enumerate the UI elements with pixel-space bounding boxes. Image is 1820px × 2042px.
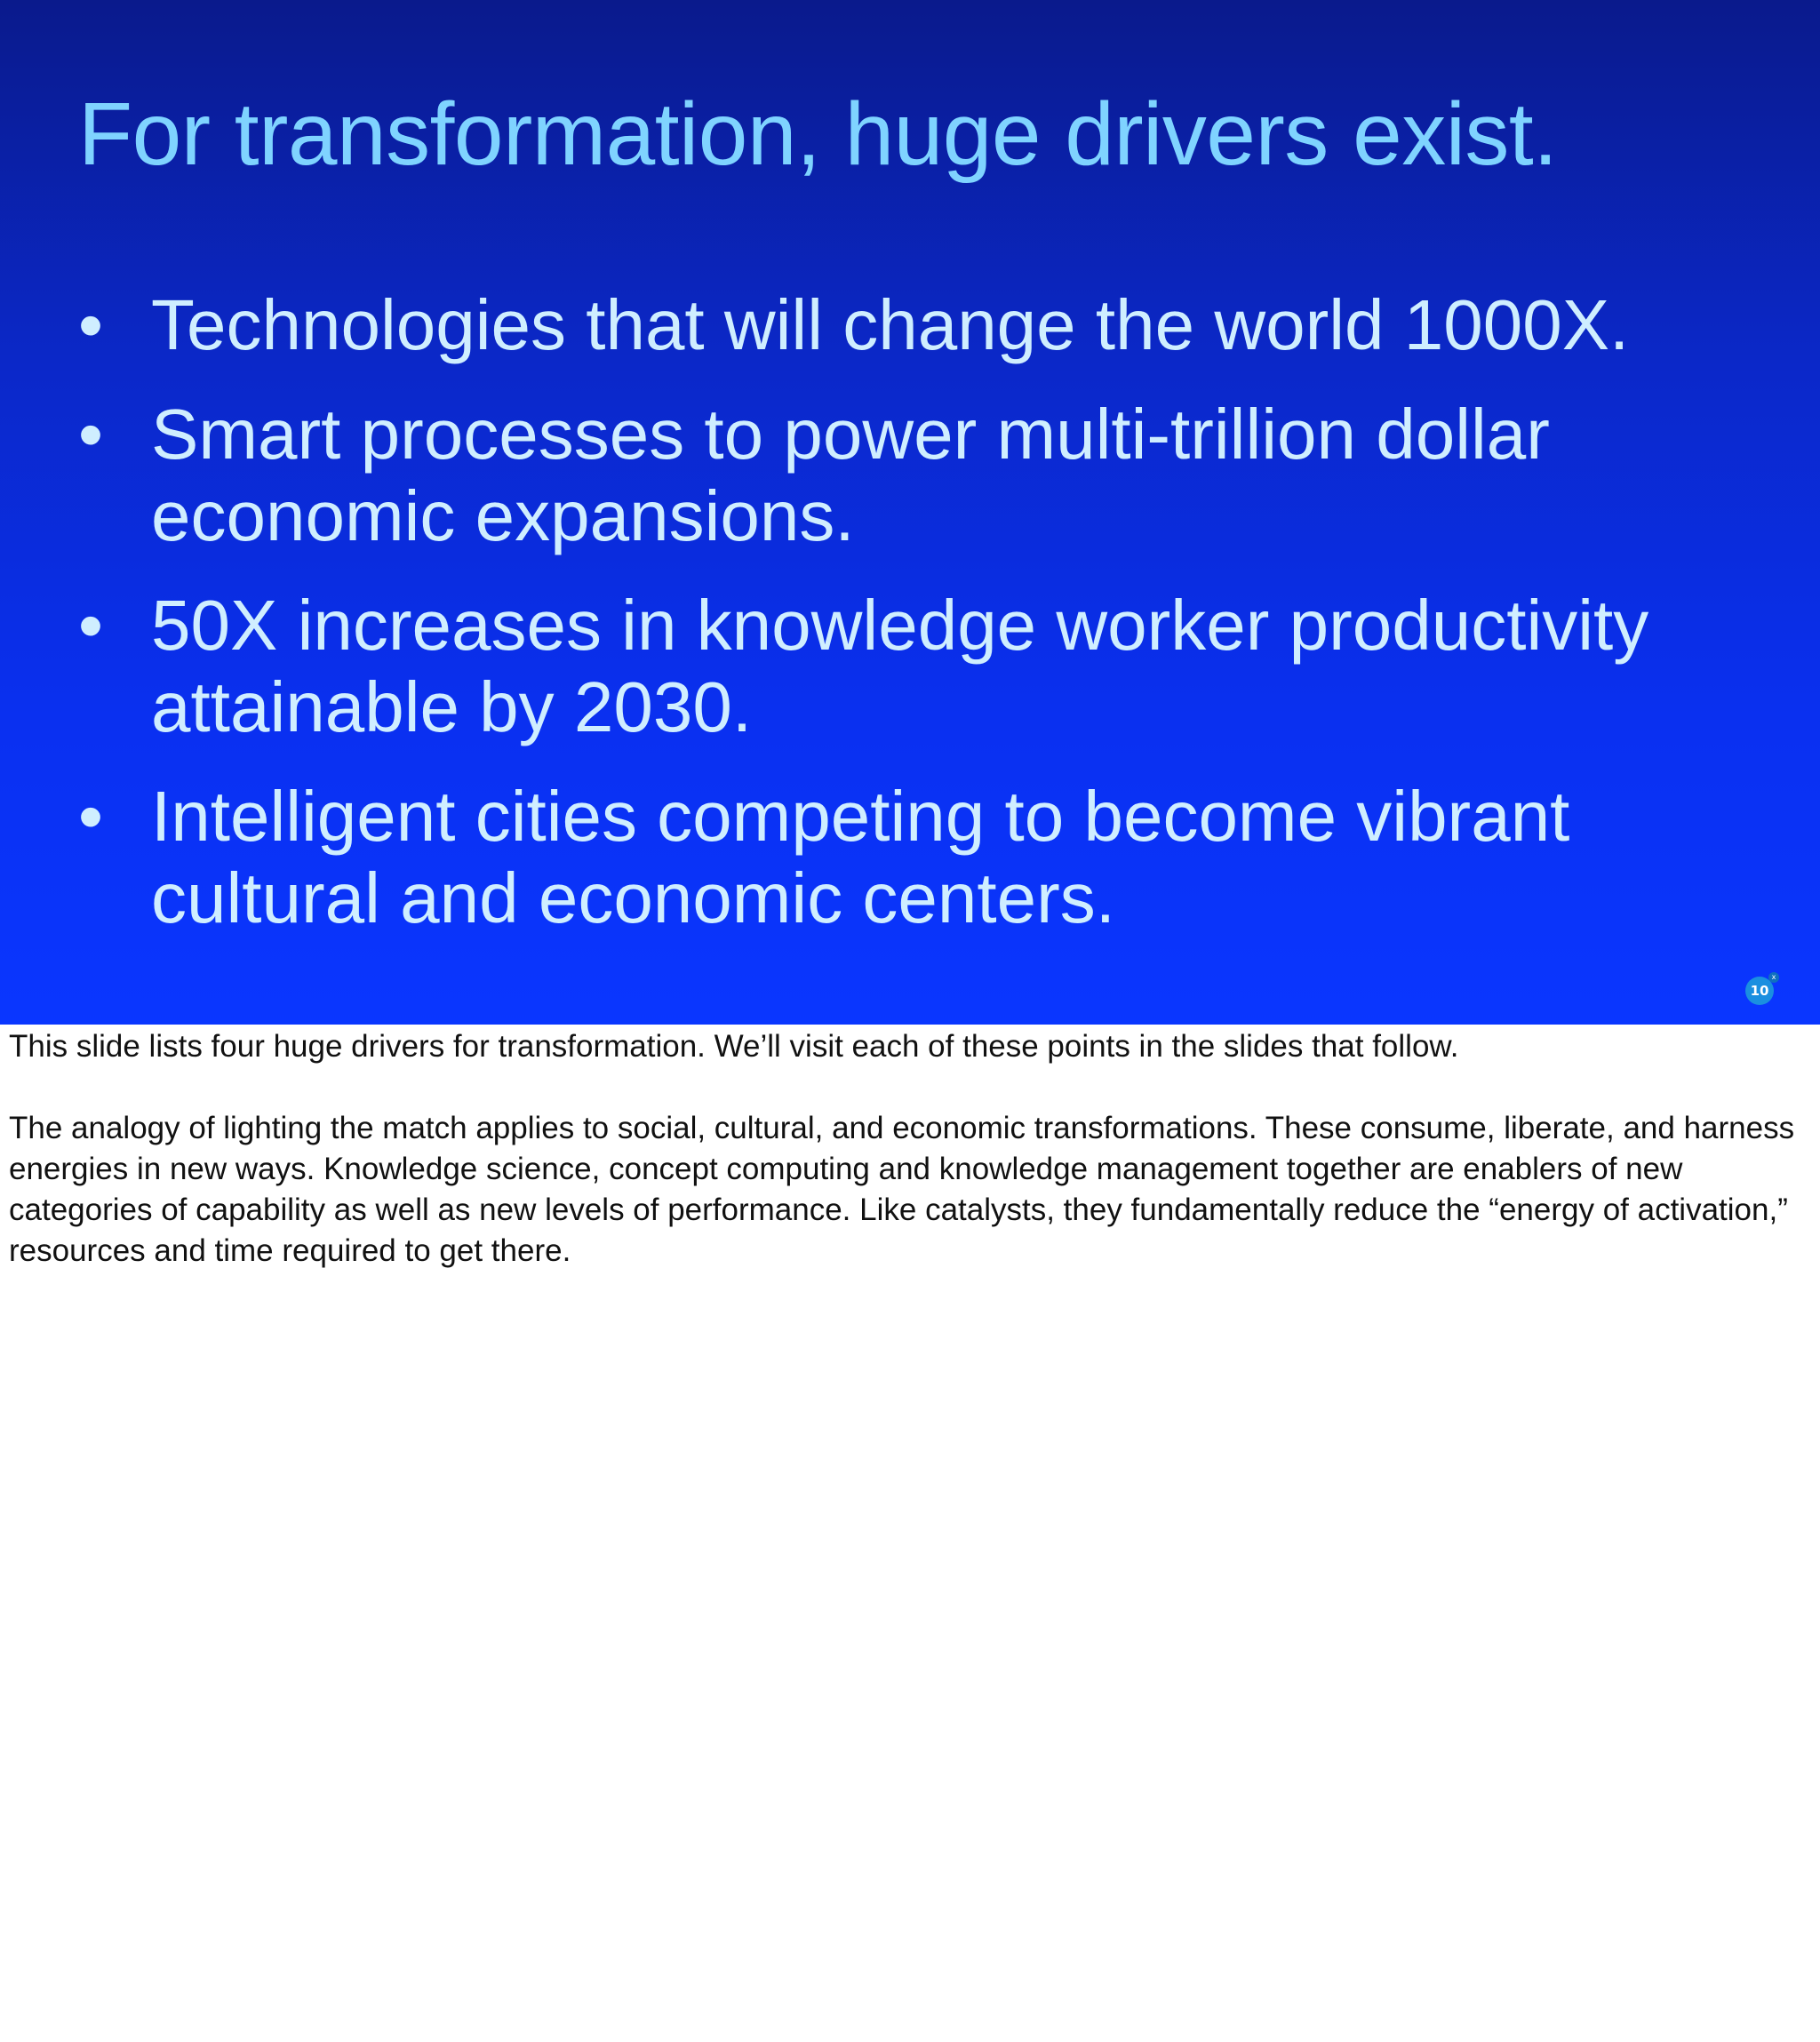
bullet-text: Technologies that will change the world 1000X.: [151, 285, 1630, 364]
bullet-dot-icon: •: [78, 395, 104, 474]
bullet-item: [78, 776, 1767, 939]
notes-paragraph: This slide lists four huge drivers for transformation. We’ll visit each of these points in the slides that follow.: [9, 1029, 1459, 1064]
bullet-item: [78, 585, 1767, 748]
speaker-notes: [9, 1026, 1813, 1312]
bullet-text: 50X increases in knowledge worker productivity attainable by 2030.: [151, 586, 1649, 746]
page-number-badge: 10: [1745, 977, 1774, 1005]
bullet-item: [78, 284, 1767, 366]
bullet-text: Intelligent cities competing to become vibrant cultural and economic centers.: [151, 777, 1570, 937]
page-badge-mark-icon: x: [1768, 972, 1779, 983]
bullet-list: [78, 284, 1767, 967]
bullet-dot-icon: •: [78, 285, 104, 364]
notes-paragraph: The analogy of lighting the match applies to social, cultural, and economic transformations. These consume, liberate, and harness energies in new ways. Knowledge science, concept computing and knowledge management together are enablers of new categories of capability as well as new levels of performance. Like catalysts, they fundamentally reduce the “energy of activation,” resources and time required to get there.: [9, 1111, 1795, 1268]
bullet-text: Smart processes to power multi-trillion dollar economic expansions.: [151, 395, 1550, 555]
bullet-dot-icon: •: [78, 586, 104, 665]
bullet-item: [78, 394, 1767, 557]
slide-title: For transformation, huge drivers exist.: [78, 84, 1558, 184]
bullet-dot-icon: •: [78, 777, 104, 856]
